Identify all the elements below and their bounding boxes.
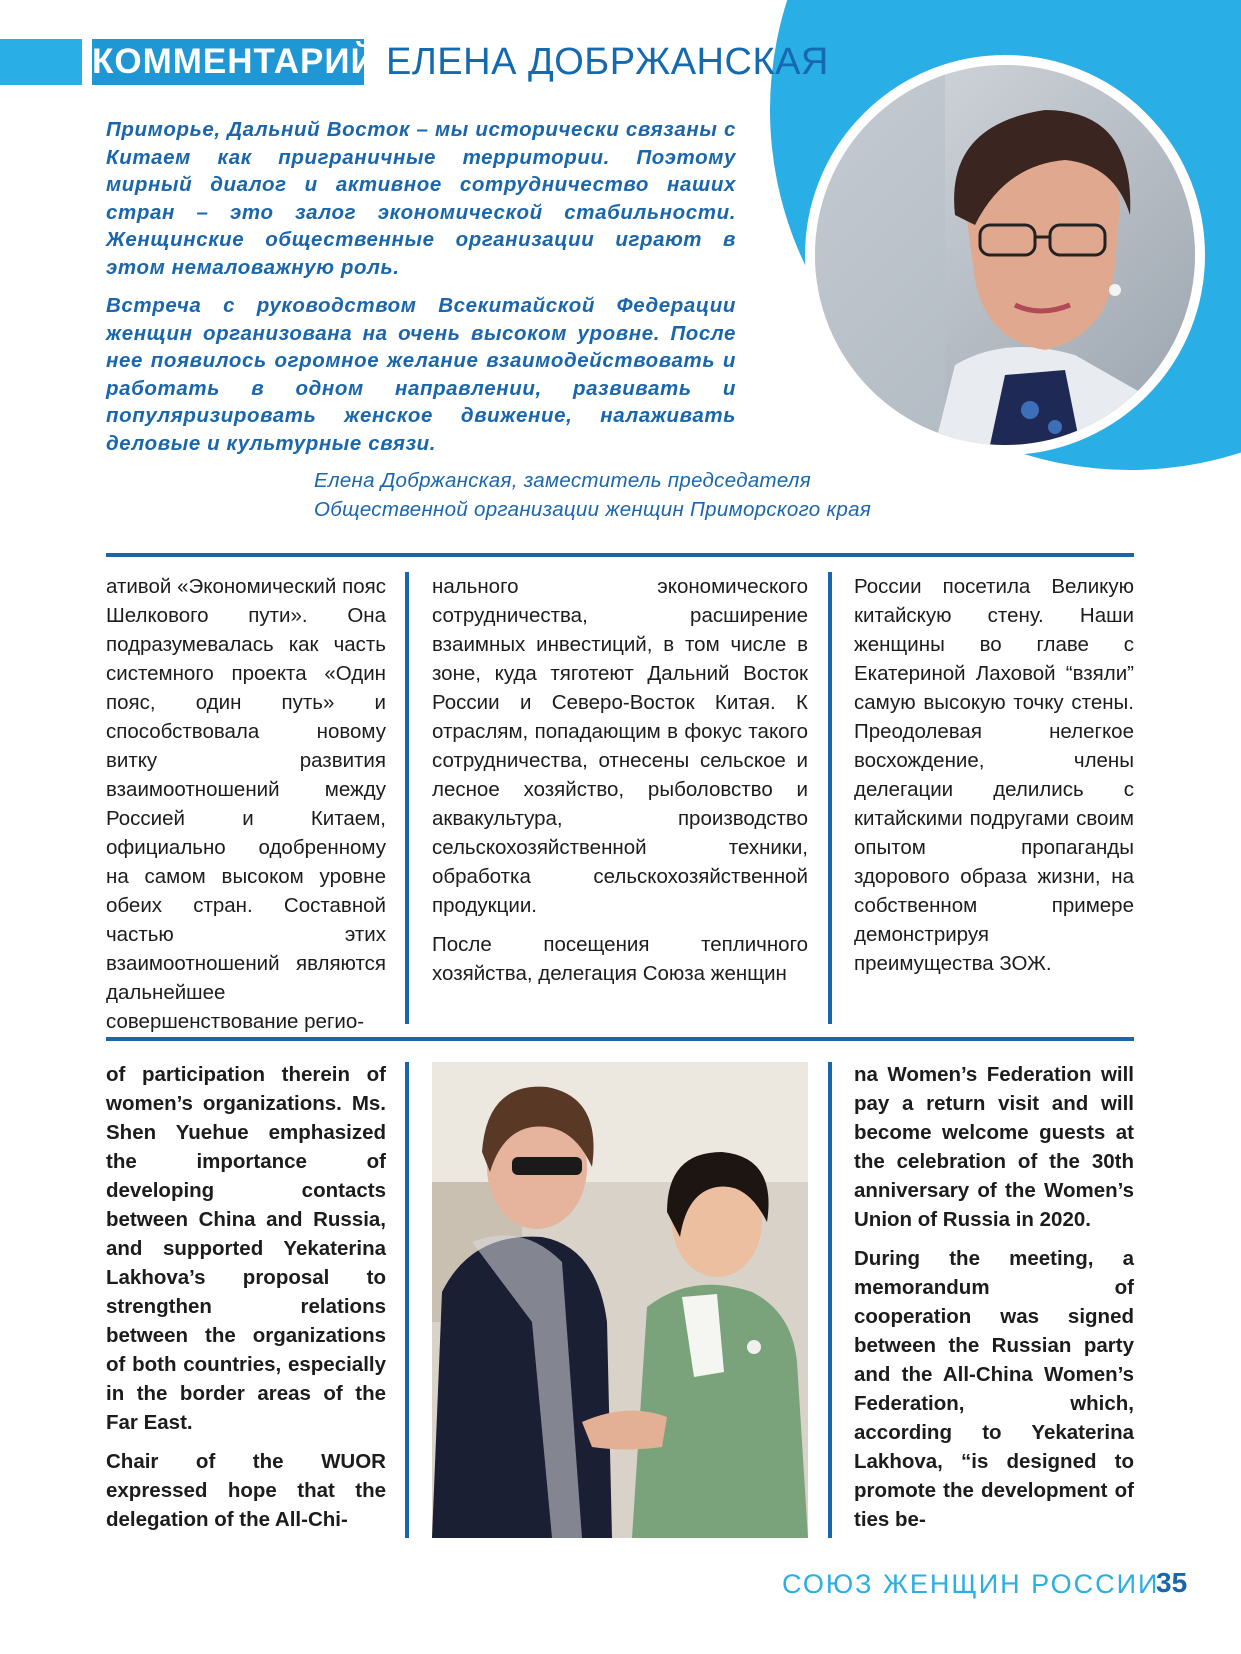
quote-signature xyxy=(314,466,954,524)
en-paragraph: na Women’s Federation will pay a return visit and will become welcome guests at the celebration of the 30th anniversary of the Women’s Union of Russia in 2020. xyxy=(854,1063,1134,1231)
column-divider xyxy=(828,572,832,1024)
quote-paragraph: Встреча с руководством Всекитайской Федерации женщин организована на очень высоком уровне. После нее появилось огромное желание взаимодействовать и работать в одном направлении, развивать и популяризировать женское движение, налаживать деловые и культурные связи. xyxy=(106,294,736,455)
portrait-illustration xyxy=(815,65,1195,445)
quote-block xyxy=(106,116,736,468)
en-paragraph: Chair of the WUOR expressed hope that the delegation of the All-Chi- xyxy=(106,1450,386,1531)
quote-paragraph: Приморье, Дальний Восток – мы исторически связаны с Китаем как приграничные территории. Поэтому мирный диалог и активное сотрудничество наших стран – это залог экономической стабильности. Женщинские общественные организации играют в этом немаловажную роль. xyxy=(106,118,736,279)
en-column-left xyxy=(106,1060,386,1544)
ru-paragraph: После посещения тепличного хозяйства, делегация Союза женщин xyxy=(432,933,808,985)
ru-column-2 xyxy=(432,572,808,998)
ru-paragraph: России посетила Великую китайскую стену. Наши женщины во главе с Екатериной Лаховой “взяли” самую высокую точку стены. Преодолевая нелегкое восхождение, члены делегации делились с китайскими подругами своим опытом пропаганды здорового образа жизни, на собственном примере демонстрируя преимущества ЗОЖ. xyxy=(854,575,1134,975)
ru-column-1 xyxy=(106,572,386,1046)
en-paragraph: of participation therein of women’s organizations. Ms. Shen Yuehue emphasized the importance of developing contacts between China and Russia, and supported Yekaterina Lakhova’s proposal to strengthen relations between the organizations of both countries, especially in the border areas of the Far East. xyxy=(106,1063,386,1434)
signature-line: Елена Добржанская, заместитель председателя xyxy=(314,469,812,492)
en-paragraph: During the meeting, a memorandum of cooperation was signed between the Russian party and the All-China Women’s Federation, which, according to Yekaterina Lakhova, “is designed to promote the development of ties be- xyxy=(854,1247,1134,1531)
column-divider xyxy=(405,572,409,1024)
magazine-title: СОЮЗ ЖЕНЩИН РОССИИ xyxy=(782,1569,1160,1599)
portrait-photo xyxy=(805,55,1205,455)
ru-paragraph: ативой «Экономический пояс Шелкового пути». Она подразумевалась как часть системного проекта «Один пояс, один путь» и способствовала новому витку развития взаимоотношений между Россией и Китаем, официально одобренному на самом высоком уровне обеих стран. Составной частью этих взаимоотношений являются дальнейшее совершенствование регио- xyxy=(106,575,386,1033)
column-divider xyxy=(828,1062,832,1538)
divider-rule xyxy=(106,553,1134,557)
commentator-name: ЕЛЕНА ДОБРЖАНСКАЯ xyxy=(386,41,829,83)
column-divider xyxy=(405,1062,409,1538)
meeting-photo xyxy=(432,1062,808,1538)
meeting-illustration xyxy=(432,1062,808,1538)
header-accent-bar xyxy=(0,39,82,85)
en-column-right xyxy=(854,1060,1134,1544)
signature-line: Общественной организации женщин Приморского края xyxy=(314,498,872,521)
section-label: КОММЕНТАРИЙ xyxy=(92,39,364,85)
divider-rule xyxy=(106,1037,1134,1041)
ru-paragraph: нального экономического сотрудничества, расширение взаимных инвестиций, в том числе в зоне, куда тяготеют Дальний Восток России и Северо-Восток Китая. К отраслям, попадающим в фокус такого сотрудничества, отнесены сельское и лесное хозяйство, рыболовство и аквакультура, производство сельскохозяйственной техники, обработка сельскохозяйственной продукции. xyxy=(432,575,808,917)
page-number: 35 xyxy=(1156,1567,1188,1598)
ru-column-3 xyxy=(854,572,1134,988)
